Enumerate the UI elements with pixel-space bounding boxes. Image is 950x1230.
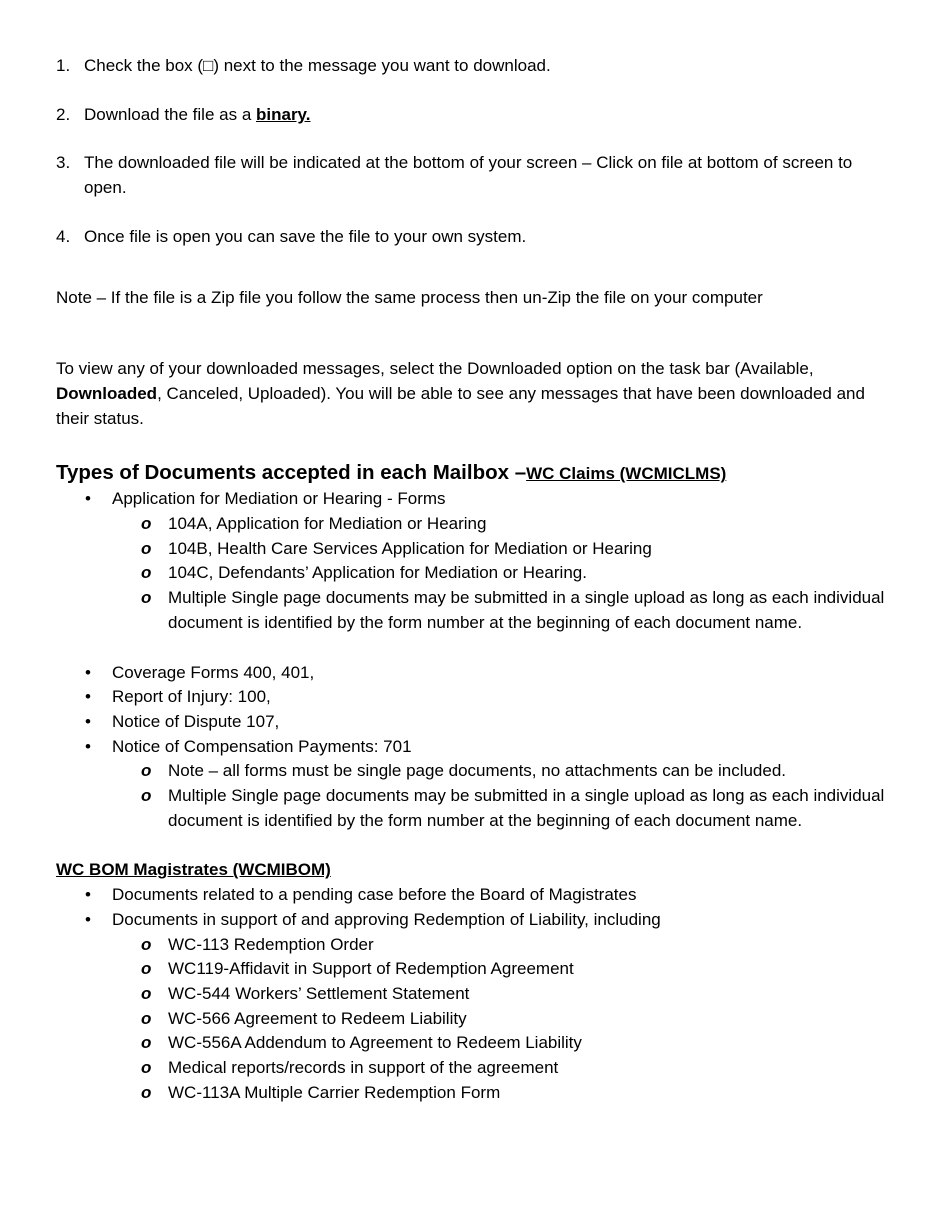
step-number: 4. [56,226,71,246]
step-4 [56,225,896,250]
step-number: 1. [56,56,71,75]
bom-section-title: WC BOM Magistrates (WCMIBOM) [56,860,331,880]
step-number: 2. [56,104,71,124]
list-item: o WC-113 Redemption Order [168,933,896,958]
comp-sublist [112,759,896,833]
step-text [84,103,896,128]
step-number: 3. [56,153,71,173]
list-item: • Coverage Forms 400, 401, [112,661,896,686]
list-item: o Note – all forms must be single page documents, no attachments can be included. [168,759,896,784]
list-item: o WC-544 Workers’ Settlement Statement [168,982,896,1007]
list-item: o 104B, Health Care Services Application for Mediation or Hearing [168,537,896,562]
binary-emphasis: binary. [256,104,311,124]
step-1 [56,54,896,79]
step-text: Check the box (□) next to the message you want to download. [84,56,551,75]
step-3 [56,151,896,200]
view-para-part1: To view any of your downloaded messages, select the Downloaded option on the task bar (Available, [56,359,814,379]
comp-item-label: Notice of Compensation Payments: 701 [112,736,412,756]
list-item: o WC-113A Multiple Carrier Redemption Form [168,1081,896,1106]
view-para-part2: , Canceled, Uploaded). You will be able to see any messages that have been downloaded and their status. [56,383,865,428]
list-item [112,735,896,834]
list-item: o 104C, Defendants’ Application for Mediation or Hearing. [168,561,896,586]
view-downloads-paragraph [56,357,896,431]
list-item: • Notice of Dispute 107, [112,710,896,735]
list-item: o WC-556A Addendum to Agreement to Redeem Liability [168,1031,896,1056]
app-sublist [112,512,896,636]
types-heading-main: Types of Documents accepted in each Mailbox – [56,461,527,485]
types-heading [56,460,896,487]
list-item [112,908,896,1106]
bom-list [56,883,896,1105]
list-item: • Report of Injury: 100, [112,685,896,710]
list-item: • Documents related to a pending case before the Board of Magistrates [112,883,896,908]
view-para-bold: Downloaded [56,383,158,403]
bom-item-label: Documents in support of and approving Redemption of Liability, including [112,909,661,929]
list-item: o Medical reports/records in support of the agreement [168,1056,896,1081]
list-item [112,487,896,635]
claims-list [56,487,896,635]
document-page [56,54,896,1106]
list-item: o WC-566 Agreement to Redeem Liability [168,1007,896,1032]
step-text: The downloaded file will be indicated at the bottom of your screen – Click on file at bottom of screen to open. [84,153,853,198]
step-text-prefix: Download the file as a [84,104,256,124]
list-item: o 104A, Application for Mediation or Hearing [168,512,896,537]
list-item: o Multiple Single page documents may be submitted in a single upload as long as each individual document is identified by the form number at the beginning of each document name. [168,586,896,635]
list-item: o Multiple Single page documents may be submitted in a single upload as long as each individual document is identified by the form number at the beginning of each document name. [168,784,896,833]
bom-sublist [112,933,896,1106]
claims-list-2 [56,661,896,834]
step-2 [56,103,896,128]
list-item: o WC119-Affidavit in Support of Redemption Agreement [168,957,896,982]
types-heading-sub: WC Claims (WCMICLMS) [526,464,727,484]
app-item-label: Application for Mediation or Hearing - Forms [112,489,446,509]
step-text: Once file is open you can save the file to your own system. [84,226,527,246]
zip-note: Note – If the file is a Zip file you follow the same process then un-Zip the file on your computer [56,287,763,307]
